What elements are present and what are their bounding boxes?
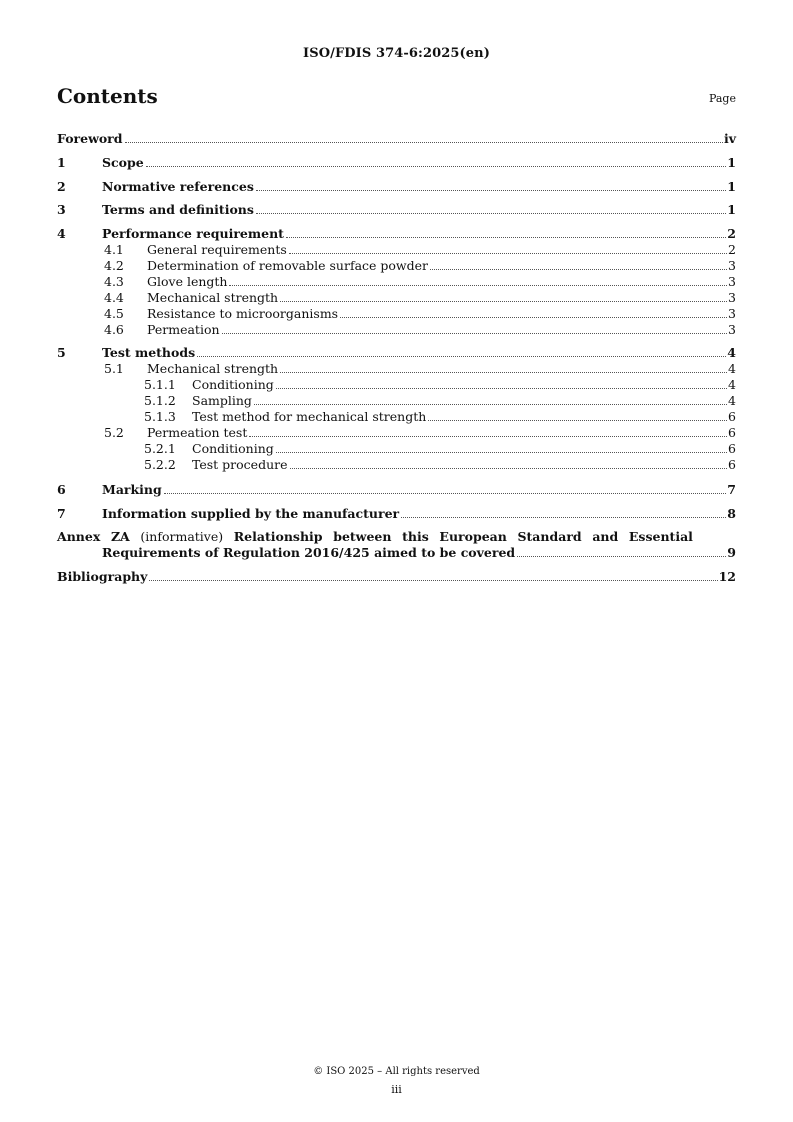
- dot-leader: [254, 392, 727, 405]
- toc-entry-title[interactable]: Sampling: [192, 393, 252, 408]
- toc-entry-page: 1: [727, 179, 736, 194]
- dot-leader: [517, 544, 726, 557]
- toc-entry-number: 1: [57, 155, 66, 170]
- toc-entry-body: [192, 376, 736, 393]
- toc-entry-page: 3: [728, 306, 736, 321]
- toc-entry-number: 4.5: [104, 306, 124, 321]
- toc-entry-body: [102, 154, 736, 171]
- toc-entry-title[interactable]: Glove length: [147, 274, 228, 289]
- toc-entry-page: 1: [727, 155, 736, 170]
- toc-entry-number: 4.6: [104, 322, 124, 337]
- toc-entry[interactable]: [57, 344, 736, 361]
- annex-word: Annex: [57, 529, 101, 544]
- dot-leader: [286, 225, 726, 238]
- toc-entry-page: 7: [727, 482, 736, 497]
- page-column-label: Page: [708, 92, 736, 105]
- document-id-header: ISO/FDIS 374-6:2025(en): [303, 46, 490, 61]
- toc-entry-bibliography[interactable]: [57, 568, 736, 585]
- toc-entry-page: 4: [728, 393, 736, 408]
- annex-word: and: [592, 529, 619, 544]
- toc-entry-title[interactable]: Permeation test: [147, 425, 248, 440]
- toc-entry-number: 2: [57, 179, 66, 194]
- annex-word: (informative): [140, 529, 224, 544]
- bibliography-page: 12: [718, 569, 736, 584]
- toc-entry-page: 2: [728, 242, 736, 257]
- toc-entry-number: 6: [57, 482, 66, 497]
- toc-entry-page: 4: [728, 361, 736, 376]
- dot-leader: [276, 376, 727, 389]
- toc-entry[interactable]: [57, 130, 736, 147]
- toc-entry-title[interactable]: Resistance to microorganisms: [147, 306, 339, 321]
- toc-entry-number: 5.1: [104, 361, 124, 376]
- annex-word: Essential: [628, 529, 693, 544]
- toc-entry[interactable]: [57, 241, 736, 258]
- toc-entry-body: [147, 360, 736, 377]
- toc-entry[interactable]: [57, 505, 736, 522]
- toc-entry-body: [102, 225, 736, 242]
- toc-entry-page: 6: [728, 425, 736, 440]
- dot-leader: [149, 568, 717, 581]
- dot-leader: [256, 178, 726, 191]
- toc-entry[interactable]: [57, 456, 736, 473]
- annex-title[interactable]: Requirements of Regulation 2016/425 aimed to be covered: [102, 545, 516, 560]
- toc-entry-title[interactable]: Terms and definitions: [102, 202, 254, 217]
- toc-entry[interactable]: [57, 178, 736, 195]
- annex-word: ZA: [110, 529, 130, 544]
- toc-entry[interactable]: [57, 360, 736, 377]
- toc-entry-body: [147, 241, 736, 258]
- toc-entry[interactable]: [57, 321, 736, 338]
- toc-entry-title[interactable]: Test method for mechanical strength: [192, 409, 427, 424]
- toc-entry-title[interactable]: Test methods: [102, 345, 196, 360]
- toc-entry-title[interactable]: Determination of removable surface powder: [147, 258, 428, 273]
- dot-leader: [340, 305, 727, 318]
- toc-entry-body: [102, 201, 736, 218]
- toc-entry-body: [192, 440, 736, 457]
- toc-entry-title[interactable]: Mechanical strength: [147, 290, 279, 305]
- toc-entry-number: 3: [57, 202, 66, 217]
- toc-entry[interactable]: [57, 376, 736, 393]
- toc-entry-title[interactable]: Permeation: [147, 322, 220, 337]
- toc-entry-title[interactable]: Scope: [102, 155, 144, 170]
- toc-entry-body: [102, 505, 736, 522]
- contents-heading-row: [57, 84, 736, 114]
- annex-entry-line2[interactable]: [57, 544, 736, 561]
- dot-leader: [249, 424, 727, 437]
- toc-entry-body: [147, 305, 736, 322]
- toc-entry-title[interactable]: Conditioning: [192, 377, 274, 392]
- toc-entry-number: 4.3: [104, 274, 124, 289]
- toc-entry-title[interactable]: Marking: [102, 482, 162, 497]
- annex-word: Standard: [517, 529, 582, 544]
- contents-title: Contents: [57, 84, 158, 108]
- toc-entry-number: 7: [57, 506, 66, 521]
- toc-entry-body: [102, 481, 736, 498]
- toc-entry-title[interactable]: Normative references: [102, 179, 254, 194]
- toc-entry-title[interactable]: Test procedure: [192, 457, 288, 472]
- toc-entry-title[interactable]: Foreword: [57, 131, 123, 146]
- dot-leader: [197, 344, 726, 357]
- toc-entry-number: 5.2.1: [144, 441, 176, 456]
- toc-entry-page: 8: [727, 506, 736, 521]
- toc-entry-number: 5.2.2: [144, 457, 176, 472]
- annex-word: this: [402, 529, 429, 544]
- toc-entry-body: [147, 257, 736, 274]
- toc-entry-page: 2: [727, 226, 736, 241]
- toc-entry[interactable]: [57, 201, 736, 218]
- toc-entry-body: [102, 544, 736, 561]
- dot-leader: [280, 289, 727, 302]
- dot-leader: [222, 321, 728, 334]
- toc-entry[interactable]: [57, 392, 736, 409]
- toc-entry-body: [102, 344, 736, 361]
- toc-entry-body: [147, 424, 736, 441]
- toc-entry-body: [57, 130, 736, 147]
- toc-entry-title[interactable]: Conditioning: [192, 441, 274, 456]
- dot-leader: [164, 481, 727, 494]
- toc-entry-page: 6: [728, 457, 736, 472]
- toc-entry-page: 4: [727, 345, 736, 360]
- dot-leader: [428, 408, 727, 421]
- annex-word: between: [333, 529, 392, 544]
- toc-entry[interactable]: [57, 424, 736, 441]
- toc-entry-body: [57, 568, 736, 585]
- toc-entry[interactable]: [57, 481, 736, 498]
- toc-entry-body: [147, 273, 736, 290]
- toc-entry[interactable]: [57, 154, 736, 171]
- toc-entry-page: 6: [728, 441, 736, 456]
- dot-leader: [276, 440, 727, 453]
- copyright-notice: © ISO 2025 – All rights reserved: [313, 1066, 480, 1077]
- toc-entry-number: 5.1.1: [144, 377, 176, 392]
- toc-entry-number: 5: [57, 345, 66, 360]
- toc-entry-body: [147, 289, 736, 306]
- toc-entry-number: 5.2: [104, 425, 124, 440]
- annex-page: 9: [727, 545, 736, 560]
- dot-leader: [146, 154, 727, 167]
- toc-entry-title[interactable]: Performance requirement: [102, 226, 284, 241]
- toc-entry-body: [192, 408, 736, 425]
- dot-leader: [256, 201, 726, 214]
- dot-leader: [280, 360, 727, 373]
- dot-leader: [290, 456, 728, 469]
- toc-entry[interactable]: [57, 257, 736, 274]
- toc-entry-number: 4.1: [104, 242, 124, 257]
- toc-entry-title[interactable]: Mechanical strength: [147, 361, 279, 376]
- annex-entry-line1[interactable]: [57, 528, 693, 545]
- toc-entry[interactable]: [57, 440, 736, 457]
- toc-entry-page: 6: [728, 409, 736, 424]
- toc-entry-number: 4: [57, 226, 66, 241]
- toc-entry-title[interactable]: General requirements: [147, 242, 287, 257]
- toc-entry-number: 4.4: [104, 290, 124, 305]
- toc-entry-page: iv: [723, 131, 736, 146]
- toc-entry-body: [192, 392, 736, 409]
- toc-entry-body: [102, 178, 736, 195]
- toc-entry[interactable]: [57, 408, 736, 425]
- toc-entry-page: 3: [728, 322, 736, 337]
- toc-entry-body: [192, 456, 736, 473]
- toc-entry-page: 3: [728, 290, 736, 305]
- toc-entry-page: 3: [728, 258, 736, 273]
- dot-leader: [289, 241, 727, 254]
- toc-entry-body: [147, 321, 736, 338]
- annex-word: Relationship: [233, 529, 323, 544]
- toc-entry-page: 1: [727, 202, 736, 217]
- dot-leader: [229, 273, 727, 286]
- toc-entry-title[interactable]: Information supplied by the manufacturer: [102, 506, 400, 521]
- toc-entry-number: 5.1.2: [144, 393, 176, 408]
- dot-leader: [401, 505, 726, 518]
- bibliography-title[interactable]: Bibliography: [57, 569, 148, 584]
- toc-entry[interactable]: [57, 289, 736, 306]
- toc-entry[interactable]: [57, 305, 736, 322]
- toc-entry[interactable]: [57, 273, 736, 290]
- dot-leader: [125, 130, 723, 143]
- toc-entry-number: 4.2: [104, 258, 124, 273]
- toc-entry-number: 5.1.3: [144, 409, 176, 424]
- annex-word: European: [439, 529, 507, 544]
- dot-leader: [430, 257, 727, 270]
- toc-entry-page: 3: [728, 274, 736, 289]
- page-number: iii: [391, 1083, 402, 1096]
- toc-entry[interactable]: [57, 225, 736, 242]
- toc-entry-page: 4: [728, 377, 736, 392]
